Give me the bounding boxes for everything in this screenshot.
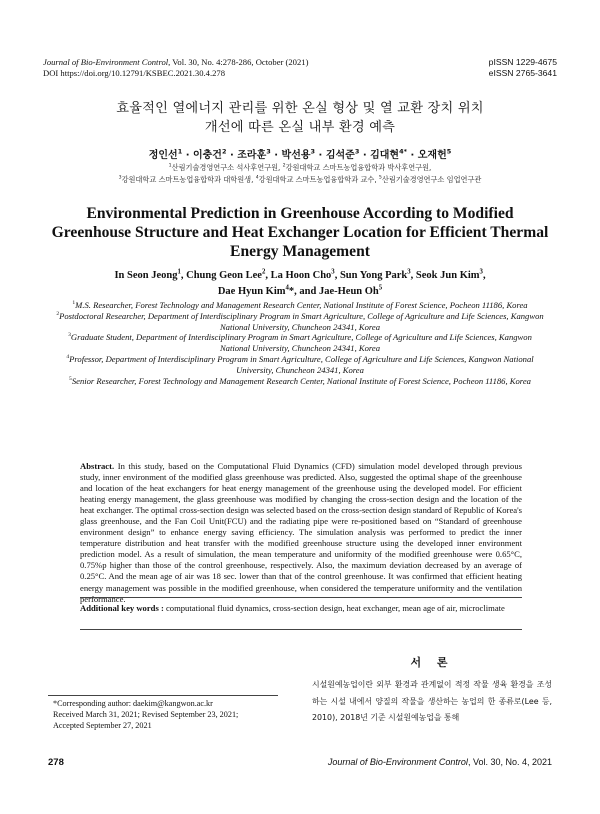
english-affiliation: $^1$M.S. Researcher, Forest Technology and Management Research Center, National Institute of Forest Science, Pocheon 11186, Korea: [72, 300, 528, 310]
section-body: 시설원예농업이란 외부 환경과 관계없이 적정 작물 생육 환경을 조성하는 시설 내에서 양질의 작물을 생산하는 농업의 한 종류로(Lee 등, 2010), 2018년 기준 시설원예농업을 통해: [312, 680, 552, 722]
english-title: [40, 204, 560, 261]
author: · 김대현$^{4*}$: [359, 147, 408, 161]
journal-citation: [43, 57, 308, 68]
keywords: [80, 603, 522, 614]
english-affiliation: $^5$Senior Researcher, Forest Technology and Management Research Center, National Institute of Forest Science, Pocheon 11186, Korea: [69, 375, 531, 386]
english-authors-line: In Seon Jeong$^1$, Chung Geon Lee$^2$, La Hoon Cho$^3$, Sun Yong Park$^3$, Seok Jun Kim$^3$,: [114, 268, 486, 281]
divider: [80, 597, 522, 598]
english-affiliations: [55, 300, 545, 386]
footnote: [53, 698, 283, 731]
korean-affil-line: $^3$강원대학교 스마트농업융합학과 대학원생, $^4$강원대학교 스마트농업융합학과 교수, $^5$산림기술경영연구소 임업연구관: [118, 175, 482, 184]
footer-journal-info: , Vol. 30, No. 4, 2021: [467, 757, 552, 767]
journal-info: , Vol. 30, No. 4:278-286, October (2021): [168, 57, 309, 67]
author: · 김석준$^3$: [315, 147, 360, 161]
journal-footer: [328, 757, 552, 767]
korean-title-line: 개선에 따른 온실 내부 환경 예측: [204, 120, 396, 135]
author: · 이충건$^2$: [182, 147, 227, 161]
doi-link[interactable]: DOI https://doi.org/10.12791/KSBEC.2021.30.4.278: [43, 68, 225, 78]
accepted-date: Accepted September 27, 2021: [53, 721, 152, 730]
received-date: Received March 31, 2021; Revised September 23, 2021;: [53, 710, 239, 719]
abstract-text: In this study, based on the Computational Fluid Dynamics (CFD) simulation model developed through previous study, inner environment of the modified glass greenhouse was predicted. Also, suggested the optimal shape of the greenhouse and location of the heat exchangers for heat energy management of the greenhouse using the developed model. For efficient heating energy management, the glass greenhouse was modified by changing the cross-section design and the location of the heat exchanger. The optimal cross-section design was selected based on the cross-section design standard of Republic of Korea's glass greenhouse, and the Fan Coil Unit(FCU) and the radiating pipe were re-positioned based on “Standard of greenhouse environment design” to enhance energy saving efficiency. The simulation analysis was performed to predict the inner temperature distribution and heat transfer with the modified greenhouse structure using the developed inner environment prediction model. As a result of simulation, the mean temperature and uniformity of the modified greenhouse were 0.65°C, 0.75%p higher than those of the control greenhouse, respectively. Also, the maximum deviation decreased by an average of 0.25°C. And the mean age of air was 18 sec. lower than that of the control greenhouse. It was confirmed that efficient heating energy management was possible in the modified greenhouse, when considered the temperature uniformity and the ventilation performance.: [80, 461, 522, 604]
section-heading: 서 론: [410, 656, 454, 669]
pissn: pISSN 1229-4675: [488, 57, 557, 67]
keywords-label: Additional key words :: [80, 603, 164, 613]
page-number: 278: [48, 757, 64, 768]
keywords-text: computational fluid dynamics, cross-section design, heat exchanger, mean age of air, microclimate: [163, 603, 505, 613]
abstract: [80, 461, 522, 605]
korean-affil-line: $^1$산림기술경영연구소 석사후연구원, $^2$강원대학교 스마트농업융합학과 박사후연구원,: [168, 163, 432, 172]
english-title-line: Environmental Prediction in Greenhouse According to Modified: [86, 205, 514, 222]
korean-title-line: 효율적인 열에너지 관리를 위한 온실 형상 및 열 교환 장치 위치: [116, 101, 484, 116]
english-affiliation: $^4$Professor, Department of Interdisciplinary Program in Smart Agriculture, College of Agriculture and Life Sciences, Kangwon National University, Chuncheon 24341, Korea: [66, 353, 534, 375]
korean-affiliations: [40, 162, 560, 186]
english-affiliation: $^3$Graduate Student, Department of Interdisciplinary Program in Smart Agriculture, College of Agriculture and Life Sciences, Kangwon National University, Chuncheon 24341, Korea: [68, 332, 532, 354]
korean-authors: [40, 146, 560, 161]
journal-header: [43, 57, 308, 79]
issn-block: [489, 57, 557, 79]
author: · 조라훈$^3$: [226, 147, 271, 161]
footnote-divider: [48, 695, 278, 696]
corresponding-author: *Corresponding author: daekim@kangwon.ac.kr: [53, 699, 213, 708]
abstract-label: Abstract.: [80, 461, 115, 471]
english-authors-line: Dae Hyun Kim$^4$*, and Jae-Heun Oh$^5$: [217, 284, 383, 297]
footer-journal-name: Journal of Bio-Environment Control: [327, 757, 468, 767]
english-affiliation: $^2$Postdoctoral Researcher, Department of Interdisciplinary Program in Smart Agriculture, College of Agriculture and Life Sciences, Kangwon National University, Chuncheon 24341, Korea: [56, 310, 544, 332]
eissn: eISSN 2765-3641: [488, 68, 557, 78]
divider: [80, 629, 522, 630]
journal-name: Journal of Bio-Environment Control: [43, 57, 169, 67]
author: · 오재헌$^5$: [407, 147, 452, 161]
author: 정인선$^1$: [148, 147, 183, 161]
english-authors: [40, 268, 560, 300]
english-title-line: Energy Management: [230, 243, 370, 260]
english-title-line: Greenhouse Structure and Heat Exchanger Location for Efficient Thermal: [51, 224, 549, 241]
author: · 박선용$^3$: [270, 147, 316, 161]
korean-title: [40, 99, 560, 137]
